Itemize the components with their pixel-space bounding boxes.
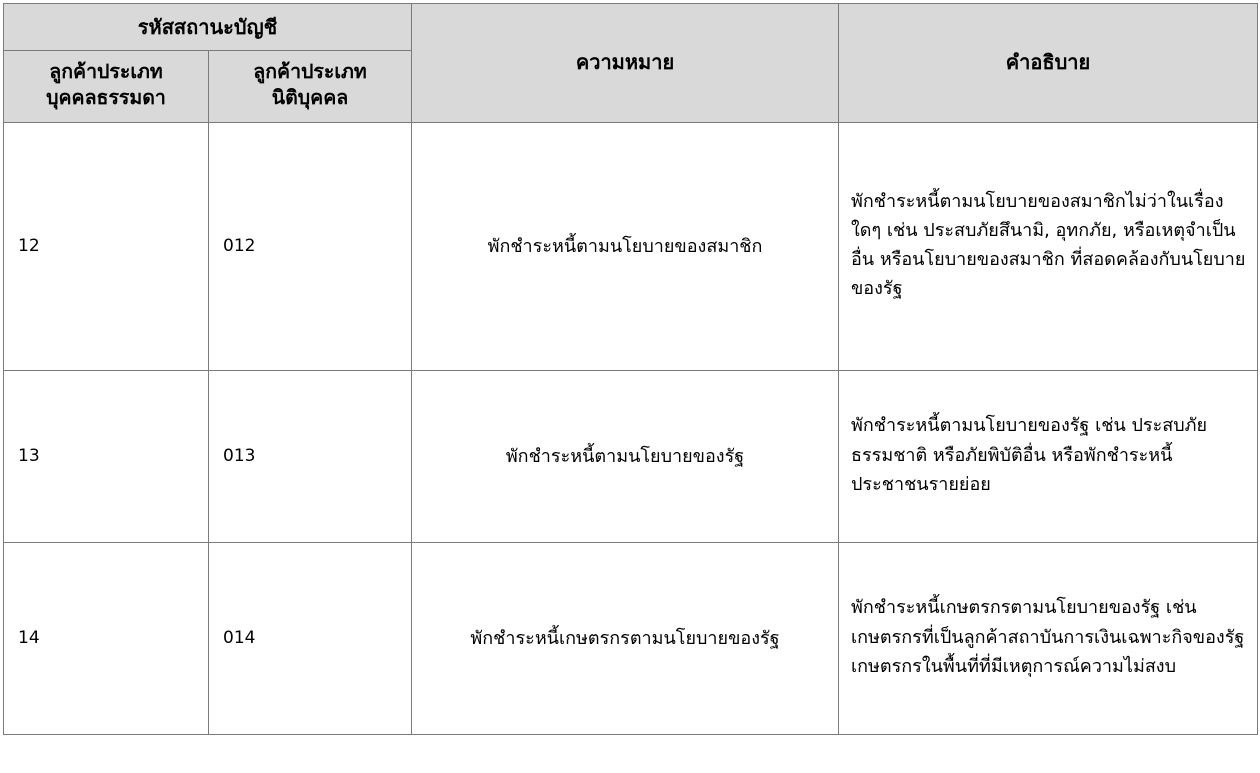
header-meaning: ความหมาย bbox=[412, 4, 839, 123]
table-body bbox=[4, 122, 1258, 734]
table-row bbox=[4, 370, 1258, 542]
header-account-status-code-group: รหัสสถานะบัญชี bbox=[4, 4, 412, 51]
table-header bbox=[4, 4, 1258, 123]
cell-code-juristic: 013 bbox=[209, 370, 412, 542]
header-customer-type-individual-line2: บุคคลธรรมดา bbox=[46, 86, 166, 110]
cell-code-individual: 12 bbox=[4, 122, 209, 370]
account-status-code-table bbox=[3, 3, 1258, 735]
cell-meaning: พักชำระหนี้เกษตรกรตามนโยบายของรัฐ bbox=[412, 542, 839, 734]
header-customer-type-individual bbox=[4, 51, 209, 123]
cell-description: พักชำระหนี้เกษตรกรตามนโยบายของรัฐ เช่น เกษตรกรที่เป็นลูกค้าสถาบันการเงินเฉพาะกิจของรัฐ เกษตรกรในพื้นที่ที่มีเหตุการณ์ความไม่สงบ bbox=[839, 542, 1258, 734]
cell-meaning: พักชำระหนี้ตามนโยบายของสมาชิก bbox=[412, 122, 839, 370]
table-row bbox=[4, 542, 1258, 734]
cell-code-individual: 14 bbox=[4, 542, 209, 734]
header-description: คำอธิบาย bbox=[839, 4, 1258, 123]
header-customer-type-individual-line1: ลูกค้าประเภท bbox=[49, 60, 163, 83]
cell-meaning: พักชำระหนี้ตามนโยบายของรัฐ bbox=[412, 370, 839, 542]
cell-code-juristic: 012 bbox=[209, 122, 412, 370]
header-customer-type-juristic bbox=[209, 51, 412, 123]
cell-description: พักชำระหนี้ตามนโยบายของสมาชิกไม่ว่าในเรื่องใดๆ เช่น ประสบภัยสึนามิ, อุทกภัย, หรือเหตุจำเป็นอื่น หรือนโยบายของสมาชิก ที่สอดคล้องกับนโยบายของรัฐ bbox=[839, 122, 1258, 370]
header-customer-type-juristic-line1: ลูกค้าประเภท bbox=[253, 60, 367, 83]
header-customer-type-juristic-line2: นิติบุคคล bbox=[271, 86, 349, 110]
table-header-row-1 bbox=[4, 4, 1258, 51]
cell-code-juristic: 014 bbox=[209, 542, 412, 734]
cell-description: พักชำระหนี้ตามนโยบายของรัฐ เช่น ประสบภัยธรรมชาติ หรือภัยพิบัติอื่น หรือพักชำระหนี้ประชาชนรายย่อย bbox=[839, 370, 1258, 542]
document-page bbox=[0, 3, 1260, 773]
table-row bbox=[4, 122, 1258, 370]
cell-code-individual: 13 bbox=[4, 370, 209, 542]
